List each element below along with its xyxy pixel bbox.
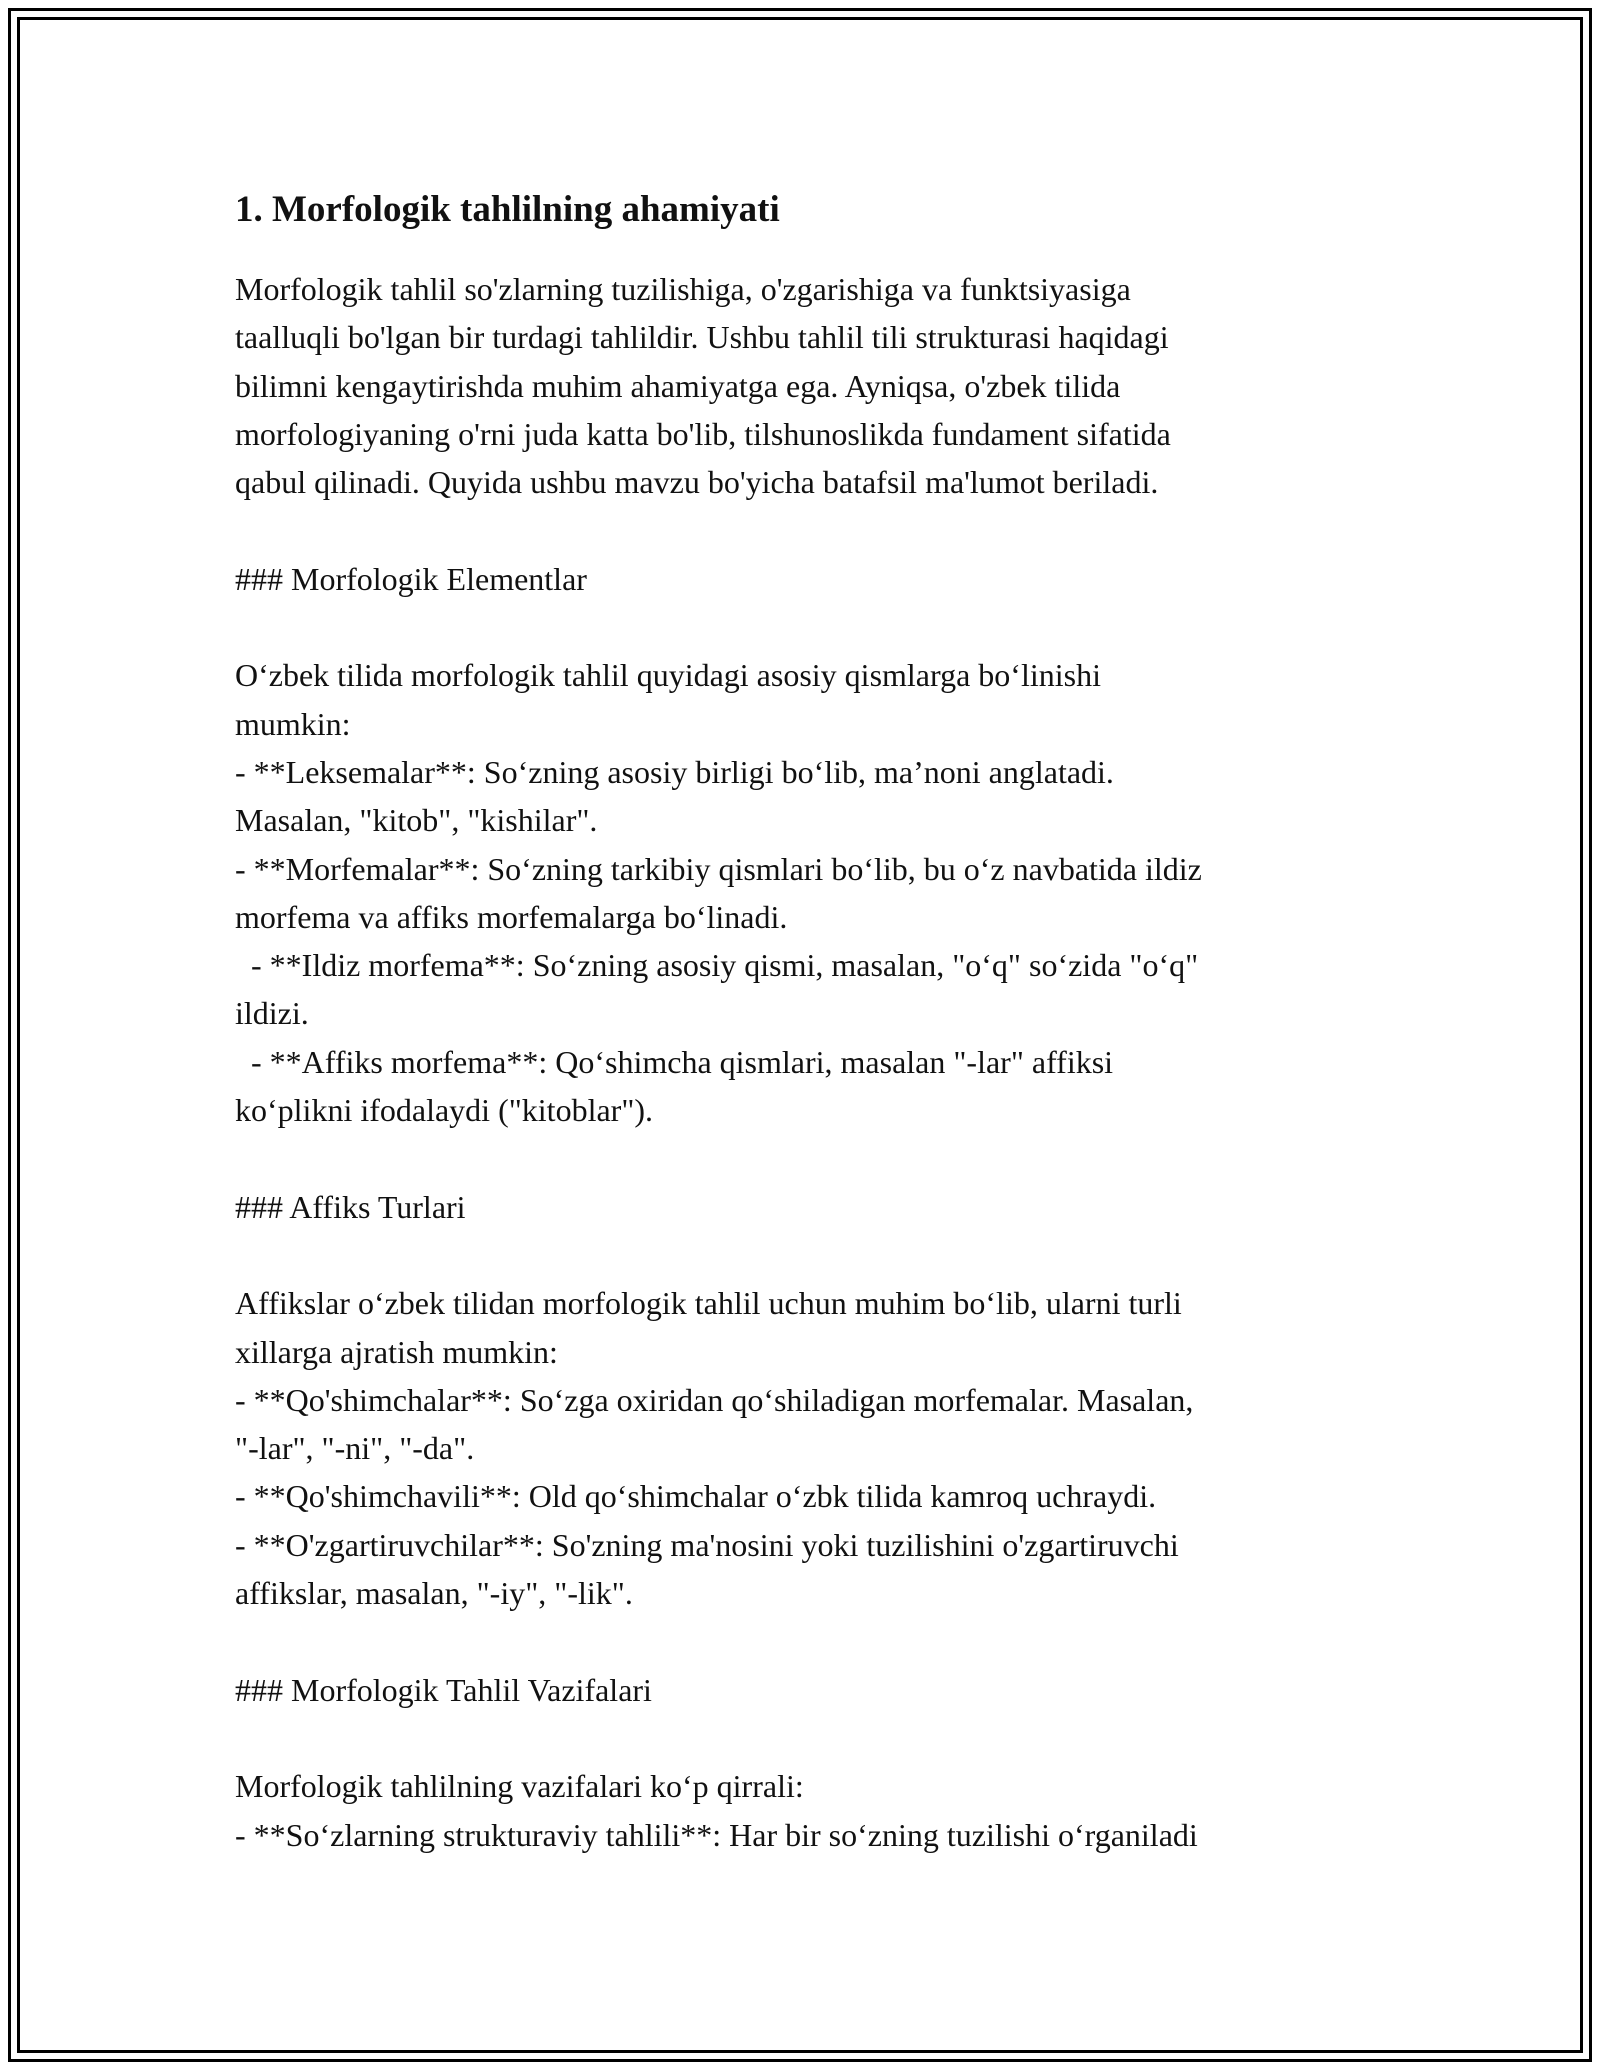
text-line: Morfologik tahlil so'zlarning tuzilishiga, o'zgarishiga va funktsiyasiga — [235, 271, 1131, 307]
blank-line — [235, 603, 1370, 651]
list-item: - **So‘zlarning strukturaviy tahlili**: Har bir so‘zning tuzilishi o‘rganiladi — [235, 1816, 1198, 1853]
text-line: ildizi. — [235, 995, 309, 1032]
text-line: O‘zbek tilida morfologik tahlil quyidagi asosiy qismlarga bo‘linishi — [235, 657, 1101, 694]
blank-line — [235, 506, 1370, 554]
blank-line — [235, 1231, 1370, 1279]
intro-paragraph — [235, 265, 1370, 506]
section-heading-affiks-turlari: ### Affiks Turlari — [235, 1188, 466, 1225]
text-line: mumkin: — [235, 705, 351, 742]
blank-line — [235, 1714, 1370, 1762]
text-line: morfema va affiks morfemalarga bo‘linadi. — [235, 898, 788, 935]
text-line: qabul qilinadi. Quyida ushbu mavzu bo'yicha batafsil ma'lumot beriladi. — [235, 464, 1159, 501]
list-item: - **Qo'shimchalar**: So‘zga oxiridan qo‘shiladigan morfemalar. Masalan, — [235, 1381, 1194, 1418]
list-item: - **Morfemalar**: So‘zning tarkibiy qismlari bo‘lib, bu o‘z navbatida ildiz — [235, 850, 1202, 887]
text-line: Affikslar o‘zbek tilidan morfologik tahlil uchun muhim bo‘lib, ularni turli — [235, 1285, 1182, 1322]
text-line: ko‘plikni ifodalaydi ("kitoblar"). — [235, 1092, 654, 1129]
text-line: affikslar, masalan, "-iy", "-lik". — [235, 1575, 633, 1612]
list-item: - **O'zgartiruvchilar**: So'zning ma'nosini yoki tuzilishini o'zgartiruvchi — [235, 1526, 1179, 1563]
text-line: Masalan, "kitob", "kishilar". — [235, 802, 598, 839]
list-item: - **Leksemalar**: So‘zning asosiy birligi bo‘lib, ma’noni anglatadi. — [235, 753, 1114, 790]
text-line: taalluqli bo'lgan bir turdagi tahlildir. Ushbu tahlil tili strukturasi haqidagi — [235, 319, 1169, 356]
document-heading: 1. Morfologik tahlilning ahamiyati — [235, 189, 780, 230]
text-line: "-lar", "-ni", "-da". — [235, 1430, 475, 1467]
document-body — [235, 185, 1370, 1859]
blank-line — [235, 1134, 1370, 1182]
text-line: morfologiyaning o'rni juda katta bo'lib, tilshunoslikda fundament sifatida — [235, 415, 1171, 452]
section-morfologik-tahlil-vazifalari — [235, 1762, 1370, 1859]
text-line: xillarga ajratish mumkin: — [235, 1333, 558, 1370]
section-morfologik-elementlar — [235, 651, 1370, 1134]
nested-list-item: - **Affiks morfema**: Qo‘shimcha qismlari, masalan "-lar" affiksi — [235, 1043, 1114, 1080]
nested-list-item: - **Ildiz morfema**: So‘zning asosiy qismi, masalan, "o‘q" so‘zida "o‘q" — [235, 947, 1199, 984]
section-heading-morfologik-elementlar: ### Morfologik Elementlar — [235, 560, 587, 597]
text-line: Morfologik tahlilning vazifalari ko‘p qirrali: — [235, 1768, 804, 1805]
list-item: - **Qo'shimchavili**: Old qo‘shimchalar o‘zbk tilida kamroq uchraydi. — [235, 1478, 1157, 1515]
blank-line — [235, 1617, 1370, 1665]
section-heading-morfologik-tahlil-vazifalari: ### Morfologik Tahlil Vazifalari — [235, 1671, 652, 1708]
text-line: bilimni kengaytirishda muhim ahamiyatga ega. Ayniqsa, o'zbek tilida — [235, 367, 1121, 404]
section-affiks-turlari — [235, 1279, 1370, 1617]
